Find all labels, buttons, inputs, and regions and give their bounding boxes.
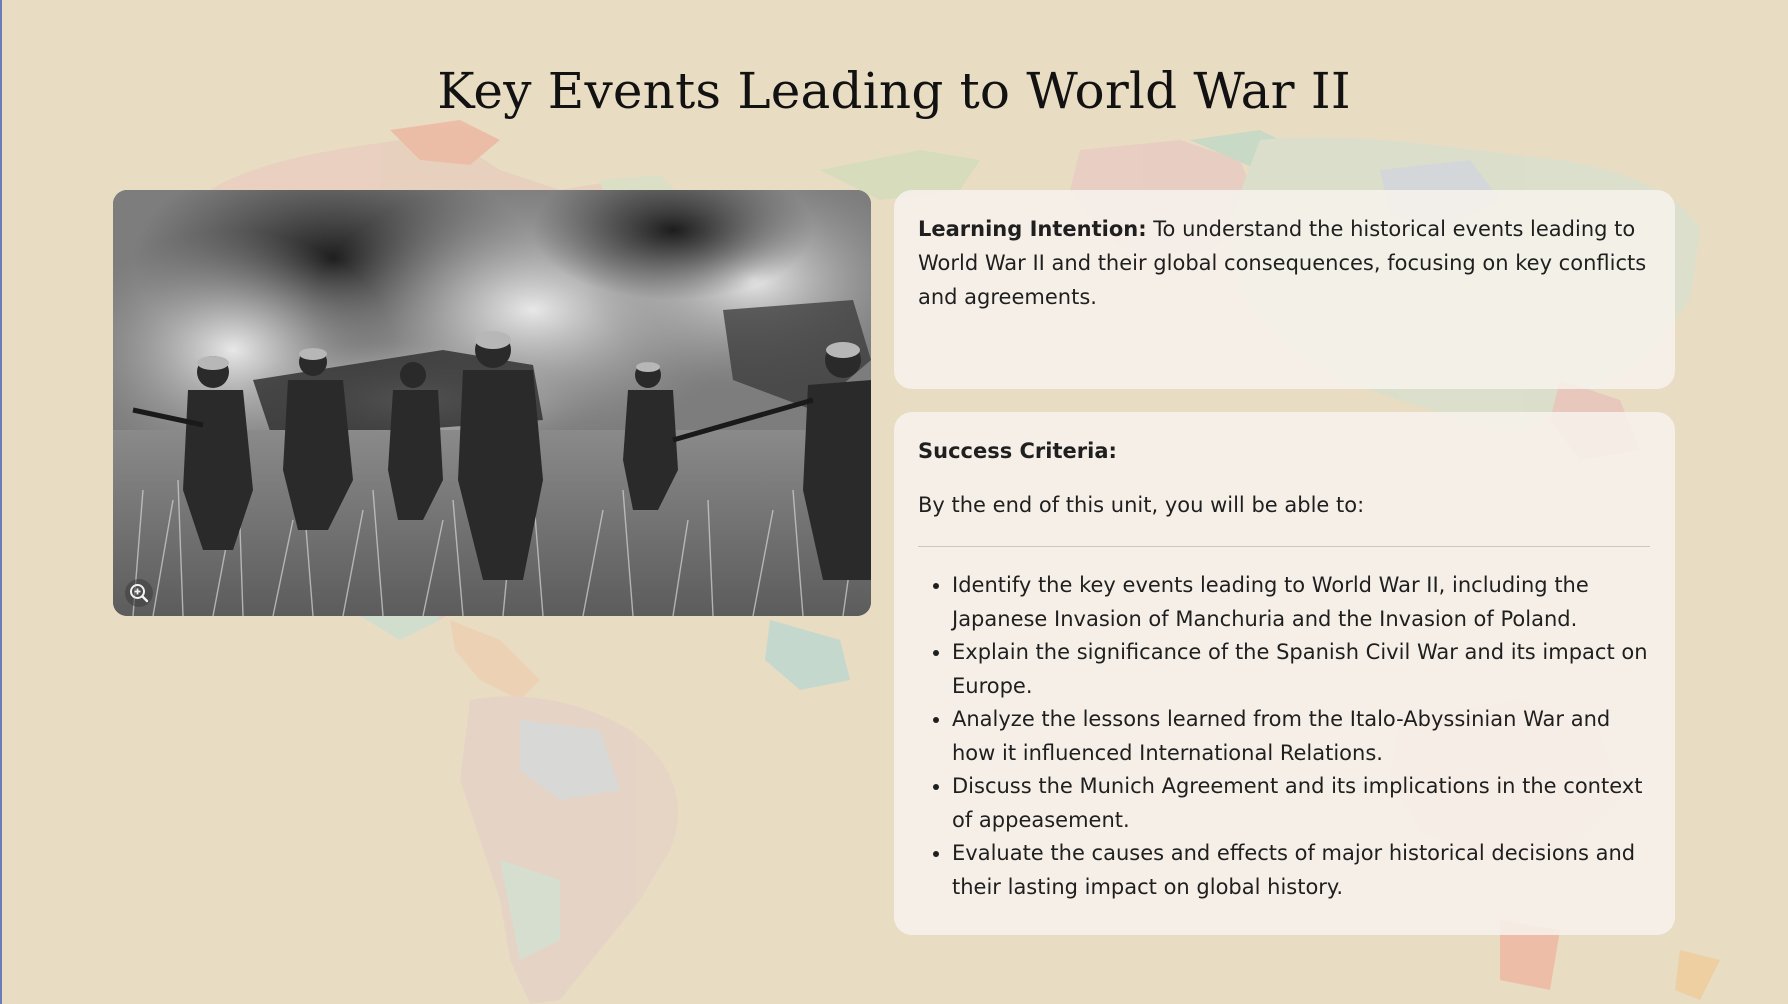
success-criteria-intro: By the end of this unit, you will be able to: bbox=[918, 493, 1365, 517]
list-item: • Analyze the lessons learned from the Italo-Abyssinian War and how it influenced International Relations. bbox=[952, 703, 1651, 770]
page-title: Key Events Leading to World War II bbox=[437, 62, 1351, 120]
learning-intention-body: To understand the historical events leading to World War II and their global consequences, focusing on key conflicts and agreements. bbox=[918, 217, 1647, 309]
divider bbox=[918, 546, 1650, 547]
success-criteria-list bbox=[918, 569, 1651, 904]
list-item: • Discuss the Munich Agreement and its implications in the context of appeasement. bbox=[952, 770, 1651, 837]
success-criteria-card bbox=[894, 412, 1675, 935]
success-criteria-heading: Success Criteria: bbox=[918, 439, 1117, 463]
soldiers-photo[interactable] bbox=[113, 190, 871, 616]
list-item: • Identify the key events leading to World War II, including the Japanese Invasion of Manchuria and the Invasion of Poland. bbox=[952, 569, 1651, 636]
zoom-in-icon[interactable] bbox=[124, 578, 154, 608]
learning-intention-card bbox=[894, 190, 1675, 389]
list-item: • Explain the significance of the Spanish Civil War and its impact on Europe. bbox=[952, 636, 1651, 703]
learning-intention-label: Learning Intention: bbox=[918, 217, 1147, 241]
learning-intention-text bbox=[918, 212, 1651, 314]
list-item: • Evaluate the causes and effects of major historical decisions and their lasting impact on global history. bbox=[952, 837, 1651, 904]
